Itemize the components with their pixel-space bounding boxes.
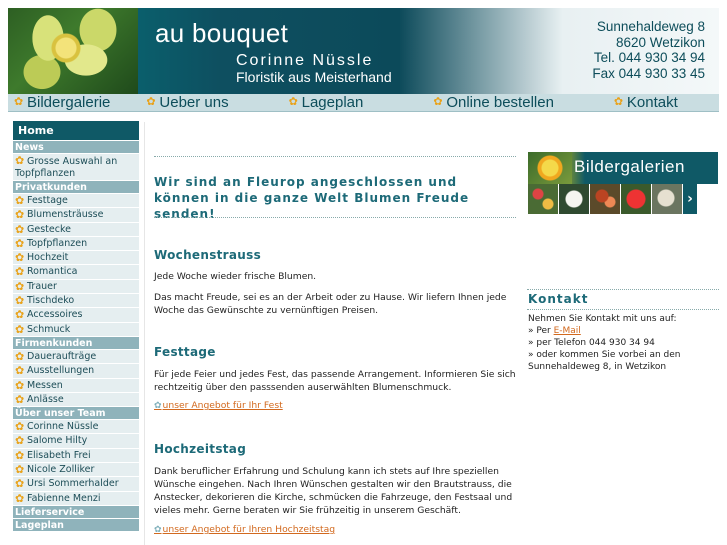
contact-visit: » oder kommen Sie vorbei an den Sunnehaldeweg 8, in Wetzikon: [528, 350, 681, 372]
sidebar-heading-news[interactable]: News: [13, 140, 139, 153]
section-title-wochenstrauss: Wochenstrauss: [154, 248, 262, 262]
sidebar-item-hochzeit[interactable]: ✿ Hochzeit: [13, 250, 139, 264]
star-icon: ✿: [15, 208, 25, 222]
star-icon: ✿: [15, 222, 25, 236]
star-icon: ✿: [15, 308, 25, 322]
star-icon: ✿: [288, 96, 298, 108]
contact-email-line: » Per E-Mail: [528, 326, 581, 336]
star-icon: ✿: [15, 154, 25, 167]
star-icon: ✿: [613, 96, 624, 108]
contact-phone: » per Telefon 044 930 34 94: [528, 338, 655, 348]
sidebar-heading-lieferservice[interactable]: Lieferservice: [13, 505, 139, 518]
gallery-teaser[interactable]: [528, 152, 718, 214]
star-icon: ✿: [15, 265, 25, 279]
contact-intro: Nehmen Sie Kontakt mit uns auf:: [528, 314, 677, 324]
sidebar-home[interactable]: Home: [13, 121, 139, 140]
star-icon: ✿: [15, 448, 25, 462]
contact-title: Kontakt: [527, 290, 719, 310]
thumbnail-image[interactable]: [590, 184, 620, 214]
sidebar-item-festtage[interactable]: ✿ Festtage: [13, 193, 139, 207]
nav-kontakt[interactable]: ✿ Kontakt: [613, 94, 678, 111]
section-title-hochzeitstag: Hochzeitstag: [154, 442, 247, 456]
address-street: Sunnehaldeweg 8: [596, 19, 705, 34]
star-icon: ✿: [15, 349, 25, 363]
contact-box: [527, 289, 719, 375]
bullet-icon: ✿: [154, 400, 162, 411]
sidebar-heading-privatkunden[interactable]: Privatkunden: [13, 180, 139, 193]
sidebar-item-romantica[interactable]: ✿ Romantica: [13, 264, 139, 278]
link-angebot-fest[interactable]: ✿ unser Angebot für Ihr Fest: [154, 400, 283, 411]
brand-name: au bouquet: [155, 18, 289, 48]
sidebar-item-elisabeth[interactable]: ✿ Elisabeth Frei: [13, 448, 139, 462]
sidebar-item-nicole[interactable]: ✿ Nicole Zolliker: [13, 462, 139, 476]
star-icon: ✿: [15, 322, 25, 336]
sidebar-item-salome[interactable]: ✿ Salome Hilty: [13, 433, 139, 447]
sidebar-item-accessoires[interactable]: ✿ Accessoires: [13, 307, 139, 321]
owner-name: Corinne Nüssle: [236, 52, 374, 69]
section-text: Für jede Feier und jedes Fest, das passende Arrangement. Informieren Sie sich rechtzeitig über den passsenden auserwählten Blumenschmuck.: [154, 369, 516, 393]
gallery-banner: [528, 152, 718, 184]
sidebar-item-dauerauftraege[interactable]: ✿ Daueraufträge: [13, 349, 139, 363]
link-angebot-hochzeit[interactable]: ✿ unser Angebot für Ihren Hochzeitstag: [154, 524, 336, 535]
star-icon: ✿: [14, 96, 24, 108]
star-icon: ✿: [15, 194, 25, 207]
divider: [154, 156, 516, 157]
section-text: Jede Woche wieder frische Blumen.: [154, 271, 317, 282]
star-icon: ✿: [15, 477, 25, 491]
tagline: Floristik aus Meisterhand: [236, 69, 392, 85]
sidebar-item-blumenstraeusse[interactable]: ✿ Blumensträusse: [13, 207, 139, 221]
sidebar-heading-team[interactable]: Über unser Team: [13, 406, 139, 419]
sidebar-item-topfpflanzen[interactable]: ✿ Topfpflanzen: [13, 236, 139, 250]
star-icon: ✿: [15, 392, 25, 406]
nav-online-bestellen[interactable]: ✿ Online bestellen: [433, 94, 554, 111]
bullet-icon: ✿: [154, 524, 162, 535]
nav-lageplan[interactable]: ✿ Lageplan: [288, 94, 364, 111]
star-icon: ✿: [15, 294, 25, 308]
section-title-festtage: Festtage: [154, 345, 216, 359]
star-icon: ✿: [15, 364, 25, 378]
sidebar-item-tischdeko[interactable]: ✿ Tischdeko: [13, 293, 139, 307]
star-icon: ✿: [15, 236, 25, 250]
star-icon: ✿: [15, 434, 25, 448]
sidebar-item-messen[interactable]: ✿ Messen: [13, 378, 139, 392]
page-headline: Wir sind an Fleurop angeschlossen und können in die ganze Welt Blumen Freude senden!: [154, 175, 470, 221]
sidebar-heading-lageplan[interactable]: Lageplan: [13, 518, 139, 531]
address-city: 8620 Wetzikon: [615, 34, 705, 50]
sidebar-item-news[interactable]: ✿ Grosse Auswahl an Topfpflanzen: [13, 153, 139, 180]
star-icon: ✿: [15, 420, 25, 434]
hellebore-flower-image: [8, 8, 138, 94]
thumbnail-image[interactable]: [652, 184, 682, 214]
star-icon: ✿: [433, 96, 443, 108]
address-fax: Fax 044 930 33 45: [592, 65, 705, 81]
left-sidebar: [13, 121, 139, 531]
star-icon: ✿: [15, 378, 25, 392]
sidebar-item-fabienne[interactable]: ✿ Fabienne Menzi: [13, 491, 139, 505]
address-phone: Tel. 044 930 34 94: [593, 50, 705, 65]
header-banner: [8, 8, 719, 94]
sidebar-item-corinne[interactable]: ✿ Corinne Nüssle: [13, 419, 139, 433]
thumbnail-image[interactable]: [621, 184, 651, 214]
top-navigation: [8, 94, 719, 112]
star-icon: ✿: [15, 463, 25, 477]
email-link[interactable]: E-Mail: [553, 326, 581, 336]
divider: [154, 217, 516, 218]
sidebar-item-gestecke[interactable]: ✿ Gestecke: [13, 222, 139, 236]
thumbnail-image[interactable]: [528, 184, 558, 214]
star-icon: ✿: [15, 279, 25, 293]
gallery-thumbnails: [528, 184, 718, 214]
star-icon: ✿: [146, 96, 156, 108]
sidebar-item-schmuck[interactable]: ✿ Schmuck: [13, 322, 139, 336]
thumbnail-image[interactable]: [559, 184, 589, 214]
main-content: [144, 122, 520, 545]
sidebar-item-ursi[interactable]: ✿ Ursi Sommerhalder: [13, 476, 139, 490]
star-icon: ✿: [15, 251, 25, 265]
gallery-next-arrow-icon[interactable]: ›: [683, 184, 697, 214]
address-block: [592, 19, 705, 81]
nav-ueber-uns[interactable]: ✿ Ueber uns: [146, 94, 229, 111]
sidebar-heading-firmenkunden[interactable]: Firmenkunden: [13, 336, 139, 349]
gallery-title: Bildergalerien: [574, 157, 685, 176]
sidebar-item-anlaesse[interactable]: ✿ Anlässe: [13, 392, 139, 406]
section-text: Dank beruflicher Erfahrung und Schulung kann ich stets auf Ihre speziellen Wünsche eingehen. Nach Ihren Wünschen gestalten wir den Brautstrauss, die Anstecker, dekorieren die Kirche, schmücken die Fahrzeuge, den Festsaal und vieles mehr. Gerne beraten wir Sie frühzeitig in unserem Geschäft.: [154, 466, 513, 516]
star-icon: ✿: [15, 491, 25, 505]
sidebar-item-trauer[interactable]: ✿ Trauer: [13, 279, 139, 293]
gallery-flower-image: [528, 152, 572, 184]
section-text: Das macht Freude, sei es an der Arbeit oder zu Hause. Wir liefern Ihnen jede Woche das Gewünschte zu vernünftigen Preisen.: [154, 292, 507, 316]
nav-bildergalerie[interactable]: ✿ Bildergalerie: [14, 94, 111, 111]
sidebar-item-ausstellungen[interactable]: ✿ Ausstellungen: [13, 363, 139, 377]
